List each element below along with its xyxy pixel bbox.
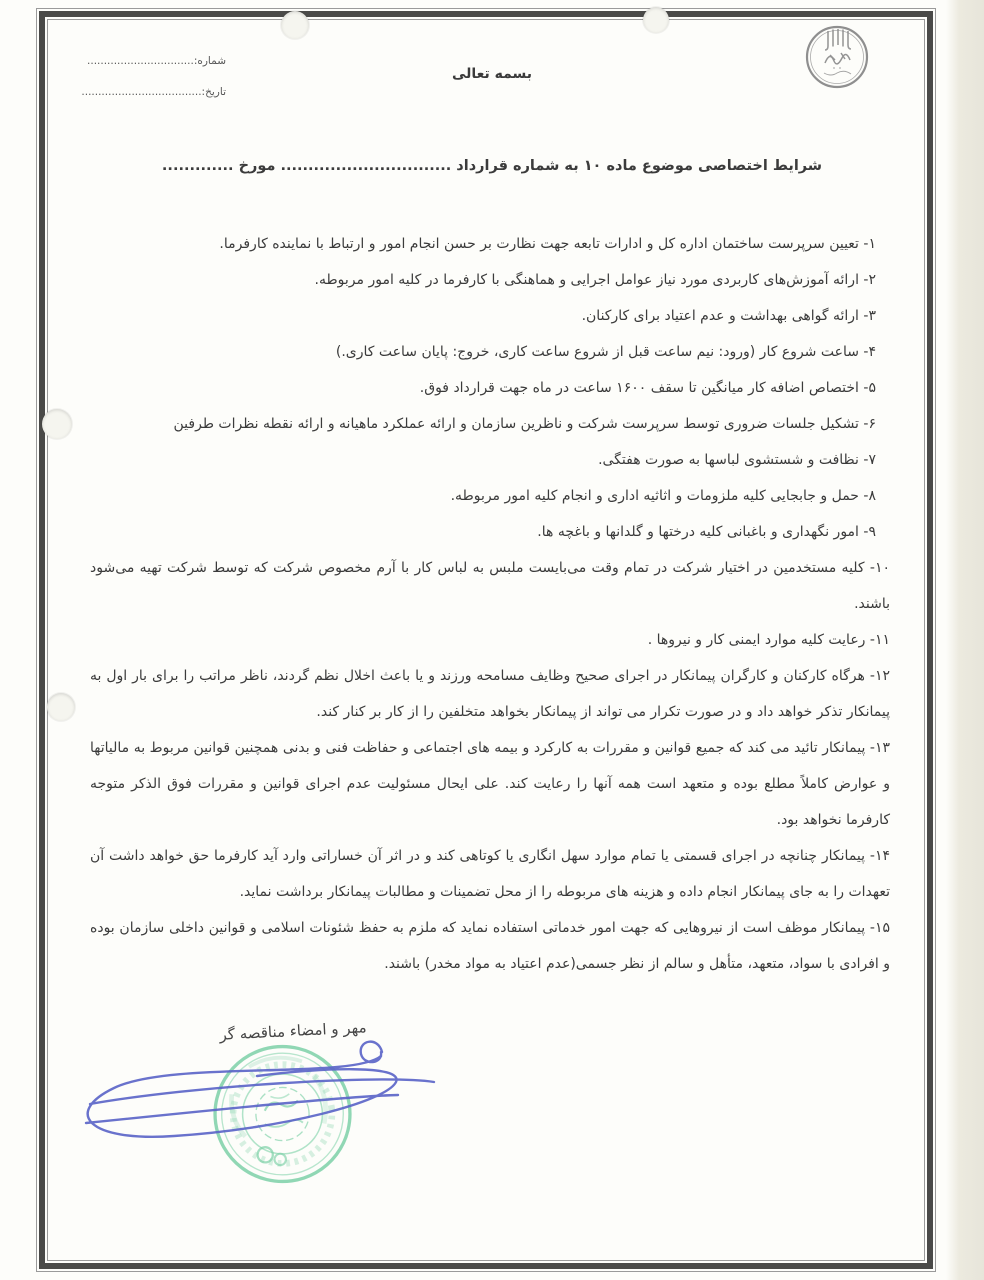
besmellah-heading: بسمه تعالی (451, 66, 533, 82)
item-number: ۱۱- (869, 632, 890, 648)
list-item (90, 370, 890, 406)
item-number: ۴- (863, 344, 876, 360)
list-item (90, 514, 890, 550)
punch-hole (281, 11, 309, 39)
item-text: هرگاه کارکنان و کارگران پیمانکار در اجرای صحیح وظایف مسامحه ورزند و یا باعث اخلال نظم گردند، ناظر مراتب را برای بار اول به پیمانکار تذکر خواهد داد و در صورت تکرار می تواند از پیمانکار بخواهد متخلفین را از کار بر کنار کند. (90, 668, 890, 720)
contract-items-list (90, 226, 890, 982)
item-text: پیمانکار تائید می کند که جمیع قوانین و مقررات به کارکرد و بیمه های اجتماعی و حفاظت فنی و بدنی همچنین قوانین مربوط به مالیاتها و عوارض کاملاً مطلع بوده و متعهد است همه آنها را رعایت کند. علی ایحال مسئولیت عدم اجرای قوانین و مقررات فوق الذکر متوجه کارفرما نخواهد بود. (90, 740, 890, 828)
number-field: شماره:................................ (87, 55, 226, 67)
item-number: ۱۵- (869, 920, 890, 936)
list-item (90, 838, 890, 910)
item-number: ۷- (863, 452, 876, 468)
item-text: اختصاص اضافه کار میانگین تا سقف ۱۶۰۰ ساعت در ماه جهت قرارداد فوق. (419, 380, 864, 396)
item-number: ۱۳- (869, 740, 890, 756)
item-text: پیمانکار چنانچه در اجرای قسمتی یا تمام موارد سهل انگاری یا کوتاهی کند و در اثر آن خساراتی وارد آید کارفرما حق خواهد داشت آن تعهدات را به جای پیمانکار انجام داده و هزینه های مربوطه را از محل تضمینات و مطالبات پیمانکار برداشت نماید. (90, 848, 890, 900)
date-field: تاریخ:.................................... (81, 86, 226, 98)
item-number: ۱۲- (869, 668, 890, 684)
item-text: ارائه گواهی بهداشت و عدم اعتیاد برای کارکنان. (581, 308, 864, 324)
item-text: پیمانکار موظف است از نیروهایی که جهت امور خدماتی استفاده نماید که ملزم به حفظ شئونات اسلامی و قوانین داخلی سازمان بوده و افرادی با سواد، متعهد، متأهل و سالم از نظر جسمی(عدم اعتیاد به مواد مخدر) باشند. (90, 920, 890, 972)
list-item (90, 622, 890, 658)
item-text: رعایت کلیه موارد ایمنی کار و نیروها . (647, 632, 870, 648)
page-title: شرایط اختصاصی موضوع ماده ۱۰ به شماره قرارداد ............................... مورخ ............. (161, 158, 823, 174)
list-item (90, 478, 890, 514)
item-text: تشکیل جلسات ضروری توسط سرپرست شرکت و ناظرین سازمان و ارائه عملکرد ماهیانه و ارائه نقطه نظرات طرفین (173, 416, 864, 432)
list-item (90, 442, 890, 478)
item-number: ۵- (863, 380, 876, 396)
item-number: ۲- (863, 272, 876, 288)
scan-edge-shadow (946, 0, 984, 1280)
handwritten-signature (52, 1026, 462, 1166)
list-item (90, 910, 890, 982)
item-number: ۶- (863, 416, 876, 432)
item-text: تعیین سرپرست ساختمان اداره کل و ادارات تابعه جهت نظارت بر حسن انجام امور و ارتباط با نماینده کارفرما. (219, 236, 864, 252)
item-number: ۹- (863, 524, 876, 540)
item-text: ارائه آموزش‌های کاربردی مورد نیاز عوامل اجرایی و هماهنگی با کارفرما در کلیه امور مربوطه. (314, 272, 864, 288)
list-item (90, 406, 890, 442)
organization-emblem-icon (797, 17, 877, 97)
list-item (90, 334, 890, 370)
list-item (90, 298, 890, 334)
list-item (90, 730, 890, 838)
item-number: ۱- (863, 236, 876, 252)
list-item (90, 550, 890, 622)
punch-hole (42, 409, 72, 439)
punch-hole (47, 693, 75, 721)
stamp-caption: مهر و امضاء مناقصه گر (219, 1018, 367, 1044)
item-number: ۳- (863, 308, 876, 324)
item-number: ۸- (863, 488, 876, 504)
list-item (90, 226, 890, 262)
item-text: امور نگهداری و باغبانی کلیه درختها و گلدانها و باغچه ها. (537, 524, 864, 540)
list-item (90, 658, 890, 730)
punch-hole (643, 7, 669, 33)
list-item (90, 262, 890, 298)
item-number: ۱۰- (869, 560, 890, 576)
item-text: نظافت و شستشوی لباسها به صورت هفتگی. (598, 452, 864, 468)
item-text: حمل و جابجایی کلیه ملزومات و اثاثیه اداری و انجام کلیه امور مربوطه. (450, 488, 864, 504)
item-number: ۱۴- (869, 848, 890, 864)
item-text: ساعت شروع کار (ورود: نیم ساعت قبل از شروع ساعت کاری، خروج: پایان ساعت کاری.) (335, 344, 864, 360)
item-text: کلیه مستخدمین در اختیار شرکت در تمام وقت می‌بایست ملبس به لباس کار با آرم مخصوص شرکت که توسط شرکت تهیه می‌شود باشند. (90, 560, 890, 612)
